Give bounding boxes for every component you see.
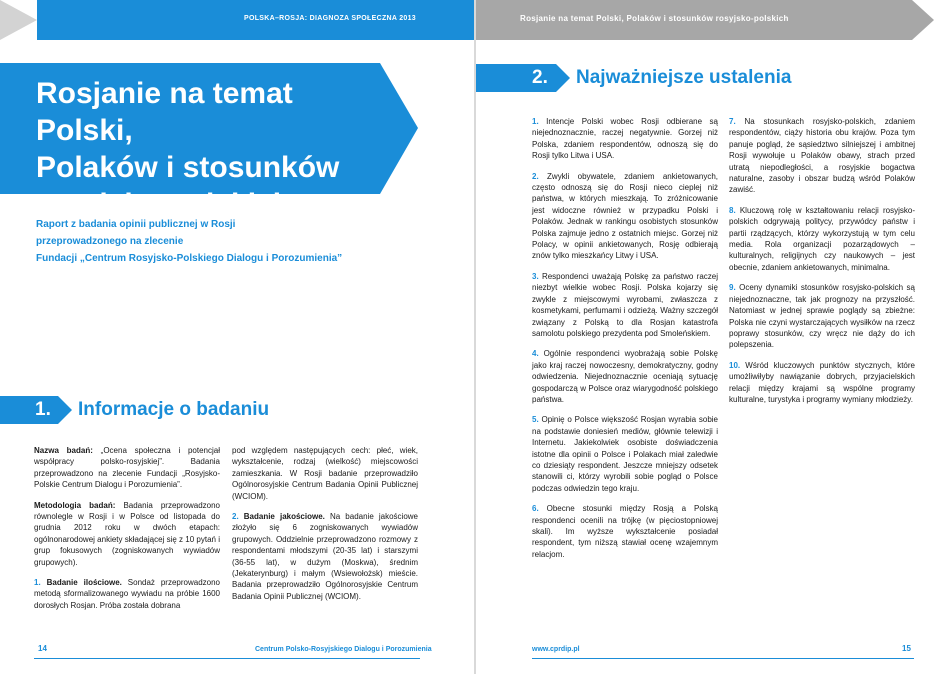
finding-text: Na stosunkach rosyjsko-polskich, zdaniem respondentów, ciąży historia obu krajów. Poza tym panuje pogląd, że sąsiedztwo silniejszej i ambitnej Rosji wywołuje u Polaków obawy, strach przed utratą niepodległości, a rosyjskie bogactwa naturalne, zasoby i obszar budzą wśród Polaków zawiść. [729, 117, 915, 195]
finding-number: 6. [532, 504, 539, 514]
footer-rule-right [532, 658, 914, 659]
finding-text: Opinię o Polsce większość Rosjan wyrabia sobie na podstawie doniesień mediów, głównie telewizji i Internetu. Jakiekolwiek osobiste doświadczenia istotne dla opinii o Polsce i Polakach miał zaledwie co dziesiąty respondent. Jeszcze mniejszy odsetek stanowili ci, którzy wyrobili sobie pogląd o Polsce podczas odwiedzin tego kraju. [532, 415, 718, 493]
paragraph-methodology [34, 500, 220, 568]
paragraph-quantitative [34, 577, 220, 611]
finding-text: Zwykli obywatele, zdaniem ankietowanych, często odnoszą się do Rosji nieco cieplej niż państwa, w których mieszkają. To zróżnicowanie jest widoczne również w przypadku Polski i Polaków. Jednak w rankingu osobistych stosunków Polska zajmuje jedno z ostatnich miejsc. Gorzej niż Polacy, w opinii ankietowanych, Rosję odbierają znów tylko mieszkańcy Litwy i USA. [532, 171, 718, 261]
page-number-left: 14 [38, 644, 47, 653]
finding-4 [532, 348, 718, 405]
subtitle-line-1: Raport z badania opinii publicznej w Rosji [36, 219, 236, 230]
finding-number: 1. [532, 117, 539, 126]
item-number: 1. [34, 578, 41, 588]
finding-text: Respondenci uważają Polskę za państwo raczej niezbyt wielkie wobec Rosji. Polska kojarzy się zwykle z miejscowymi wyrobami, zwłaszcza z kosmetykami, perfumami i odzieżą. Ważny szczegół związany z Polską to dla Rosjan katastrofa samolotu polskiego prezydenta pod Smoleńskiem. [532, 271, 718, 338]
finding-text: Obecne stosunki między Rosją a Polską respondenci ocenili na trójkę (w pięciostopniowej skali). Im wyższe wykształcenie posiadał respondent, tym niższą stawiał ocenę wzajemnym relacjom. [532, 504, 718, 559]
finding-3 [532, 271, 718, 339]
label-methodology: Metodologia badań: [34, 500, 116, 510]
finding-5 [532, 414, 718, 494]
right-page [476, 0, 950, 674]
paragraph-name [34, 445, 220, 491]
text-sample: pod względem następujących cech: płeć, wiek, wykształcenie, rodzaj (wielkość) miejscowości zamieszkania. W Rosji badanie przeprowadziło Ogólnorosyjskie Centrum Badania Opinii Publicznej (WCIOM). [232, 446, 418, 501]
finding-number: 5. [532, 415, 539, 425]
paragraph-sample [232, 445, 418, 502]
finding-1 [532, 116, 718, 162]
text-qualitative: Na badanie jakościowe złożyło się 6 zogniskowanych wywiadów grupowych. Oddzielnie przeprowadzono rozmowy z respondentami młodszymi (20-35 lat) i starszymi (36-55 lat), w dużym (Moskwa), średnim (Jekaterynburg) i małym (Wsiewołożsk) mieście. Badania przeprowadziło Ogólnorosyjskie Centrum Badania Opinii Publicznej (WCIOM). [232, 512, 418, 601]
right-column-1 [532, 116, 718, 569]
finding-number: 7. [729, 117, 736, 126]
paragraph-qualitative [232, 511, 418, 602]
label-qualitative: Badanie jakościowe. [238, 512, 325, 522]
section-2-title: Najważniejsze ustalenia [576, 67, 792, 88]
finding-2 [532, 171, 718, 262]
running-head-left [37, 0, 474, 40]
label-quantitative: Badanie ilościowe. [40, 578, 122, 588]
title-line-1: Rosjanie na temat Polski, [36, 77, 293, 147]
finding-number: 4. [532, 349, 539, 359]
finding-number: 8. [729, 205, 736, 215]
finding-7 [729, 116, 915, 196]
section-2-number: 2. [532, 67, 548, 88]
running-head-text: POLSKA–ROSJA: DIAGNOZA SPOŁECZNA 2013 [244, 15, 416, 22]
section-1-number: 1. [35, 399, 51, 420]
running-head-right [476, 0, 912, 40]
finding-number: 2. [532, 171, 539, 181]
finding-text: Intencje Polski wobec Rosji odbierane są niejednoznacznie, raczej negatywnie. Gorzej niż Polska, zdaniem respondentów, odnoszą się do Rosji tylko Litwa i USA. [532, 117, 718, 161]
finding-text: Oceny dynamiki stosunków rosyjsko-polskich są niejednoznaczne, tak jak prognozy na przyszłość. Natomiast w jednej sprawie poglądy są zbieżne: Polska nie czyni wystarczających wysiłków na rzecz poprawy stosunków, czy wręcz nie dąży do ich polepszenia. [729, 283, 915, 350]
footer-center-text: Centrum Polsko-Rosyjskiego Dialogu i Porozumienia [255, 646, 432, 653]
finding-9 [729, 282, 915, 350]
footer-rule-left [34, 658, 420, 659]
title-line-2: Polaków i stosunków [36, 151, 340, 184]
text-name: „Ocena społeczna i potencjał współpracy polsko-rosyjskiej”. Badania przeprowadzono na zlecenie Fundacji „Rosyjsko-Polskie Centrum Dialogu i Porozumienia”. [34, 446, 221, 490]
finding-text: Kluczową rolę w kształtowaniu relacji rosyjsko-polskich odgrywają politycy, przywódcy państw i partii rządzących, którzy wykorzystują w tym celu media. Rola organizacji pozarządowych – kulturalnych, religijnych czy naukowych – jest obecnie, zdaniem ankietowanych, minimalna. [729, 205, 915, 272]
label-name: Nazwa badań: [34, 446, 93, 455]
left-page [0, 0, 474, 674]
report-title [36, 75, 396, 223]
item-number: 2. [232, 512, 239, 522]
text-methodology: Badania przeprowadzono równolegle w Rosji i w Polsce od listopada do grudnia 2012 roku w dwóch etapach: ogólnonarodowej ankiety składającej się z 10 pytań i grup fokusowych (zogniskowanych wywiadów grupowych). [34, 500, 220, 567]
footer-website-link[interactable]: www.cprdip.pl [532, 646, 580, 653]
finding-8 [729, 205, 915, 273]
finding-text: Ogólnie respondenci wyobrażają sobie Polskę jako kraj raczej nowoczesny, demokratyczny, godny odwiedzenia. Niejednoznacznie oceniają sytuację gospodarczą w Polsce oraz wiarygodność polskiego państwa. [532, 349, 718, 404]
left-column-1 [34, 445, 220, 620]
page-number-right: 15 [902, 644, 911, 653]
finding-6 [532, 503, 718, 560]
text-quantitative: Sondaż przeprowadzono metodą sformalizowanego wywiadu na próbie 1600 dorosłych Rosjan. Próba została dobrana [34, 578, 220, 610]
finding-text: Wśród kluczowych punktów stycznych, które umożliwiłyby nawiązanie dobrych, przyjacielskich relacji między krajami są wspólne programy kulturalne, turystyka i programy wymiany młodzieży. [729, 360, 915, 404]
title-line-3: rosyjsko-polskich [36, 188, 292, 221]
running-head-text: Rosjanie na temat Polski, Polaków i stosunków rosyjsko-polskich [520, 14, 789, 23]
finding-number: 3. [532, 271, 539, 281]
right-column-2 [729, 116, 915, 414]
section-1-title: Informacje o badaniu [78, 399, 270, 420]
finding-number: 9. [729, 283, 736, 293]
subtitle-line-3: Fundacji „Centrum Rosyjsko-Polskiego Dialogu i Porozumienia” [36, 253, 343, 264]
finding-10 [729, 360, 915, 406]
report-subtitle [36, 216, 436, 267]
subtitle-line-2: przeprowadzonego na zlecenie [36, 236, 184, 247]
left-column-2 [232, 445, 418, 611]
finding-number: 10. [729, 360, 741, 370]
